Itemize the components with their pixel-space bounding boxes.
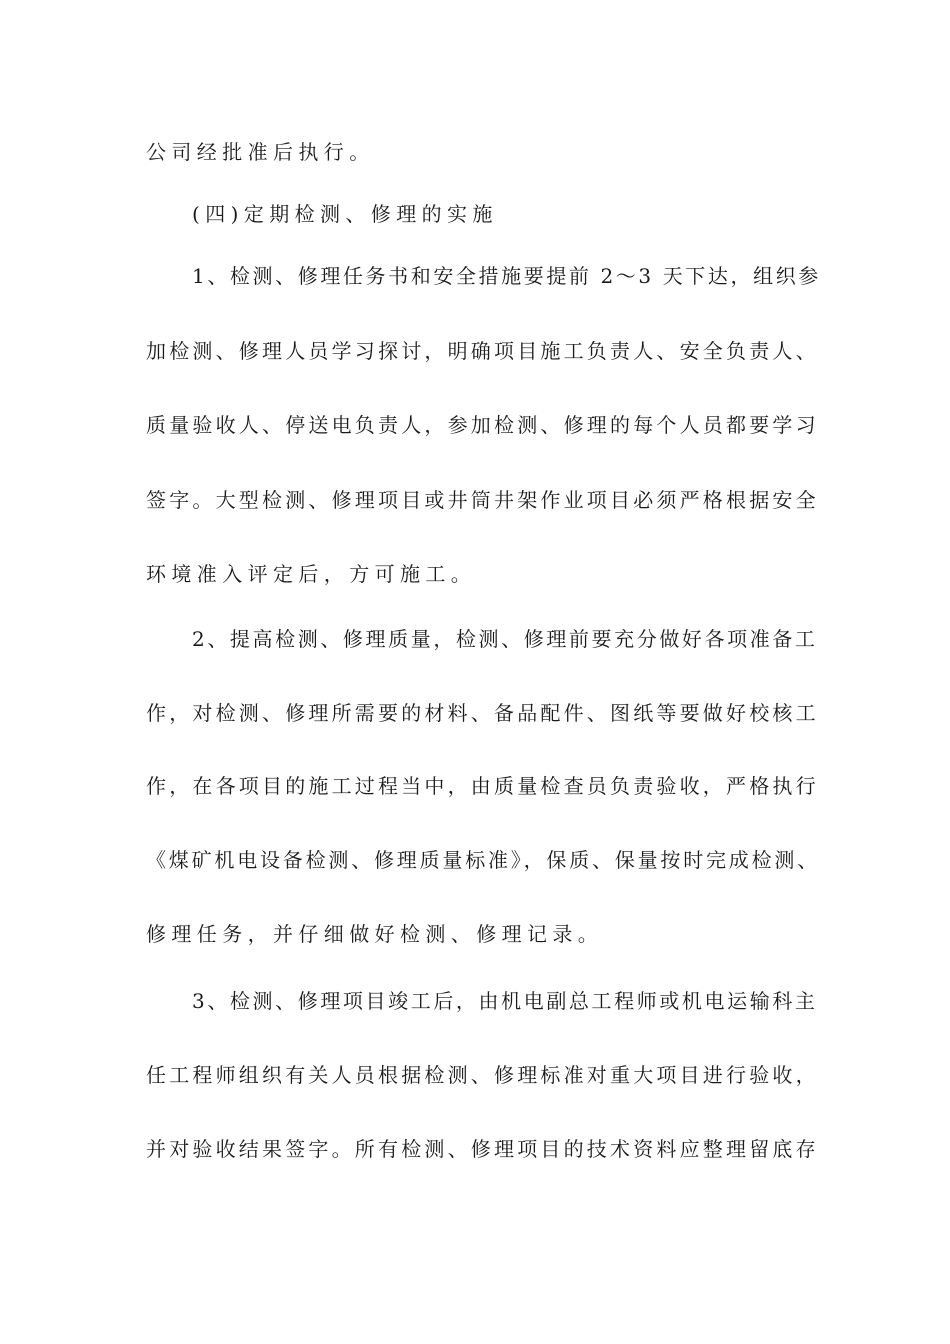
section-heading: (四)定期检测、修理的实施 — [192, 202, 498, 226]
text-line: 质量验收人、停送电负责人，参加检测、修理的每个人员都要学习 — [146, 413, 819, 437]
text-line: 《煤矿机电设备检测、修理质量标准》，保质、保量按时完成检测、 — [146, 848, 820, 872]
text-line: 并对验收结果签字。所有检测、修理项目的技术资料应整理留底存 — [146, 1137, 819, 1161]
paragraph-start-line: 2、提高检测、修理质量，检测、修理前要充分做好各项准备工 — [192, 627, 818, 651]
paragraph-start-line: 3、检测、修理项目竣工后，由机电副总工程师或机电运输科主 — [192, 989, 818, 1013]
text-line: 作，在各项目的施工过程当中，由质量检查员负责验收，严格执行 — [146, 774, 819, 798]
text-line: 作，对检测、修理所需要的材料、备品配件、图纸等要做好校核工 — [146, 701, 819, 725]
text-line: 加检测、修理人员学习探讨，明确项目施工负责人、安全负责人、 — [146, 339, 819, 363]
paragraph-start-line: 1、检测、修理任务书和安全措施要提前 2～3 天下达，组织参 — [192, 264, 821, 288]
text-line: 修理任务，并仔细做好检测、修理记录。 — [146, 922, 604, 946]
text-line: 公司经批准后执行。 — [146, 140, 375, 164]
text-line: 签字。大型检测、修理项目或井筒井架作业项目必须严格根据安全 — [146, 488, 819, 512]
text-line: 环境准入评定后，方可施工。 — [146, 562, 477, 586]
text-line: 任工程师组织有关人员根据检测、修理标准对重大项目进行验收， — [146, 1063, 819, 1087]
